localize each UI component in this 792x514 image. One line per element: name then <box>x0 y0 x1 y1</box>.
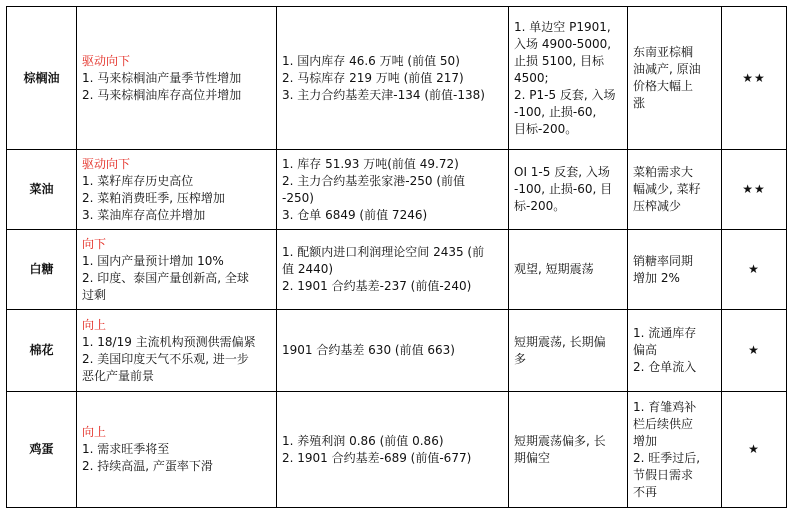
data-line: 1. 配额内进口利润理论空间 2435 (前 <box>282 245 485 259</box>
data-line: 2. 1901 合约基差-689 (前值-677) <box>282 450 472 465</box>
risk-cell <box>628 392 722 508</box>
strategy-line: 标-200。 <box>514 199 566 213</box>
strategy-line: 观望, 短期震荡 <box>514 262 594 276</box>
drivers-cell <box>77 310 277 392</box>
risk-line: 节假日需求 <box>633 467 694 482</box>
table-row <box>7 7 787 150</box>
data-cell <box>277 310 509 392</box>
strategy-line: 短期震荡, 长期偏 <box>514 334 606 349</box>
data-line: 1. 库存 51.93 万吨(前值 49.72) <box>282 156 459 171</box>
direction-label: 驱动向下 <box>82 156 131 171</box>
commodity-name: 鸡蛋 <box>7 392 77 508</box>
strategy-cell <box>509 230 628 310</box>
strategy-line: 4500; <box>514 70 549 85</box>
strategy-line: 期偏空 <box>514 450 551 465</box>
star-rating: ★★ <box>722 7 787 150</box>
risk-line: 涨 <box>633 96 646 110</box>
risk-line: 增加 2% <box>633 270 680 285</box>
driver-line: 1. 马来棕榈油产量季节性增加 <box>82 70 242 85</box>
risk-line: 压榨减少 <box>633 199 682 213</box>
strategy-line: -100, 止损-60, 目 <box>514 182 613 196</box>
direction-label: 向上 <box>82 317 107 332</box>
commodity-name: 棕榈油 <box>7 7 77 150</box>
risk-line: 价格大幅上 <box>633 79 694 93</box>
driver-line: 2. 持续高温, 产蛋率下滑 <box>82 459 213 473</box>
table-row <box>7 392 787 508</box>
driver-line: 1. 18/19 主流机构预测供需偏紧 <box>82 334 256 349</box>
table-row <box>7 150 787 230</box>
data-line: 2. 马棕库存 219 万吨 (前值 217) <box>282 70 464 85</box>
driver-line: 2. 马来棕榈油库存高位并增加 <box>82 87 242 102</box>
star-rating: ★ <box>722 310 787 392</box>
direction-label: 向上 <box>82 425 107 439</box>
strategy-line: 短期震荡偏多, 长 <box>514 433 606 448</box>
strategy-line: 目标-200。 <box>514 121 578 136</box>
data-line: 1. 养殖利润 0.86 (前值 0.86) <box>282 433 444 448</box>
risk-line: 栏后续供应 <box>633 416 694 431</box>
direction-label: 驱动向下 <box>82 53 131 68</box>
strategy-line: OI 1-5 反套, 入场 <box>514 165 610 179</box>
data-line: 2. 1901 合约基差-237 (前值-240) <box>282 279 472 293</box>
star-rating: ★★ <box>722 150 787 230</box>
risk-line: 油减产, 原油 <box>633 62 701 76</box>
risk-cell <box>628 310 722 392</box>
data-cell <box>277 392 509 508</box>
strategy-cell <box>509 392 628 508</box>
drivers-cell <box>77 150 277 230</box>
risk-line: 2. 仓单流入 <box>633 360 697 374</box>
strategy-cell <box>509 310 628 392</box>
driver-line: 2. 印度、泰国产量创新高, 全球 <box>82 270 249 285</box>
data-line: 值 2440) <box>282 262 334 276</box>
risk-line: 1. 流通库存 <box>633 326 697 340</box>
data-line: 2. 主力合约基差张家港-250 (前值 <box>282 173 465 188</box>
driver-line: 3. 菜油库存高位并增加 <box>82 207 206 222</box>
table-row <box>7 230 787 310</box>
commodity-name: 棉花 <box>7 310 77 392</box>
commodity-name: 白糖 <box>7 230 77 310</box>
star-rating: ★ <box>722 230 787 310</box>
driver-line: 1. 国内产量预计增加 10% <box>82 253 224 268</box>
drivers-cell <box>77 230 277 310</box>
commodity-strategy-table <box>6 6 787 508</box>
risk-line: 幅减少, 菜籽 <box>633 182 701 196</box>
risk-line: 不再 <box>633 484 658 499</box>
data-line: 3. 主力合约基差天津-134 (前值-138) <box>282 87 485 102</box>
data-cell <box>277 230 509 310</box>
risk-cell <box>628 230 722 310</box>
data-cell <box>277 7 509 150</box>
star-rating: ★ <box>722 392 787 508</box>
risk-cell <box>628 7 722 150</box>
strategy-line: 止损 5100, 目标 <box>514 53 604 68</box>
data-cell <box>277 150 509 230</box>
risk-cell <box>628 150 722 230</box>
drivers-cell <box>77 7 277 150</box>
strategy-line: 多 <box>514 351 527 366</box>
data-line: 1901 合约基差 630 (前值 663) <box>282 343 455 357</box>
drivers-cell <box>77 392 277 508</box>
risk-line: 菜粕需求大 <box>633 165 694 179</box>
driver-line: 恶化产量前景 <box>82 368 155 383</box>
data-line: -250) <box>282 190 314 205</box>
strategy-line: -100, 止损-60, <box>514 104 597 119</box>
data-line: 3. 仓单 6849 (前值 7246) <box>282 207 428 222</box>
risk-line: 增加 <box>633 433 658 448</box>
table-row <box>7 310 787 392</box>
strategy-cell <box>509 7 628 150</box>
strategy-line: 入场 4900-5000, <box>514 36 612 51</box>
data-line: 1. 国内库存 46.6 万吨 (前值 50) <box>282 53 460 68</box>
driver-line: 1. 菜籽库存历史高位 <box>82 173 194 188</box>
risk-line: 1. 育雏鸡补 <box>633 399 697 414</box>
driver-line: 过剩 <box>82 287 107 302</box>
risk-line: 东南亚棕榈 <box>633 45 694 59</box>
commodity-name: 菜油 <box>7 150 77 230</box>
strategy-cell <box>509 150 628 230</box>
driver-line: 2. 美国印度天气不乐观, 进一步 <box>82 351 249 366</box>
risk-line: 2. 旺季过后, <box>633 450 701 465</box>
driver-line: 2. 菜粕消费旺季, 压榨增加 <box>82 190 225 205</box>
direction-label: 向下 <box>82 236 107 251</box>
strategy-line: 2. P1-5 反套, 入场 <box>514 87 616 102</box>
strategy-line: 1. 单边空 P1901, <box>514 19 611 34</box>
risk-line: 销糖率同期 <box>633 253 694 268</box>
driver-line: 1. 需求旺季将至 <box>82 442 170 456</box>
risk-line: 偏高 <box>633 343 658 357</box>
